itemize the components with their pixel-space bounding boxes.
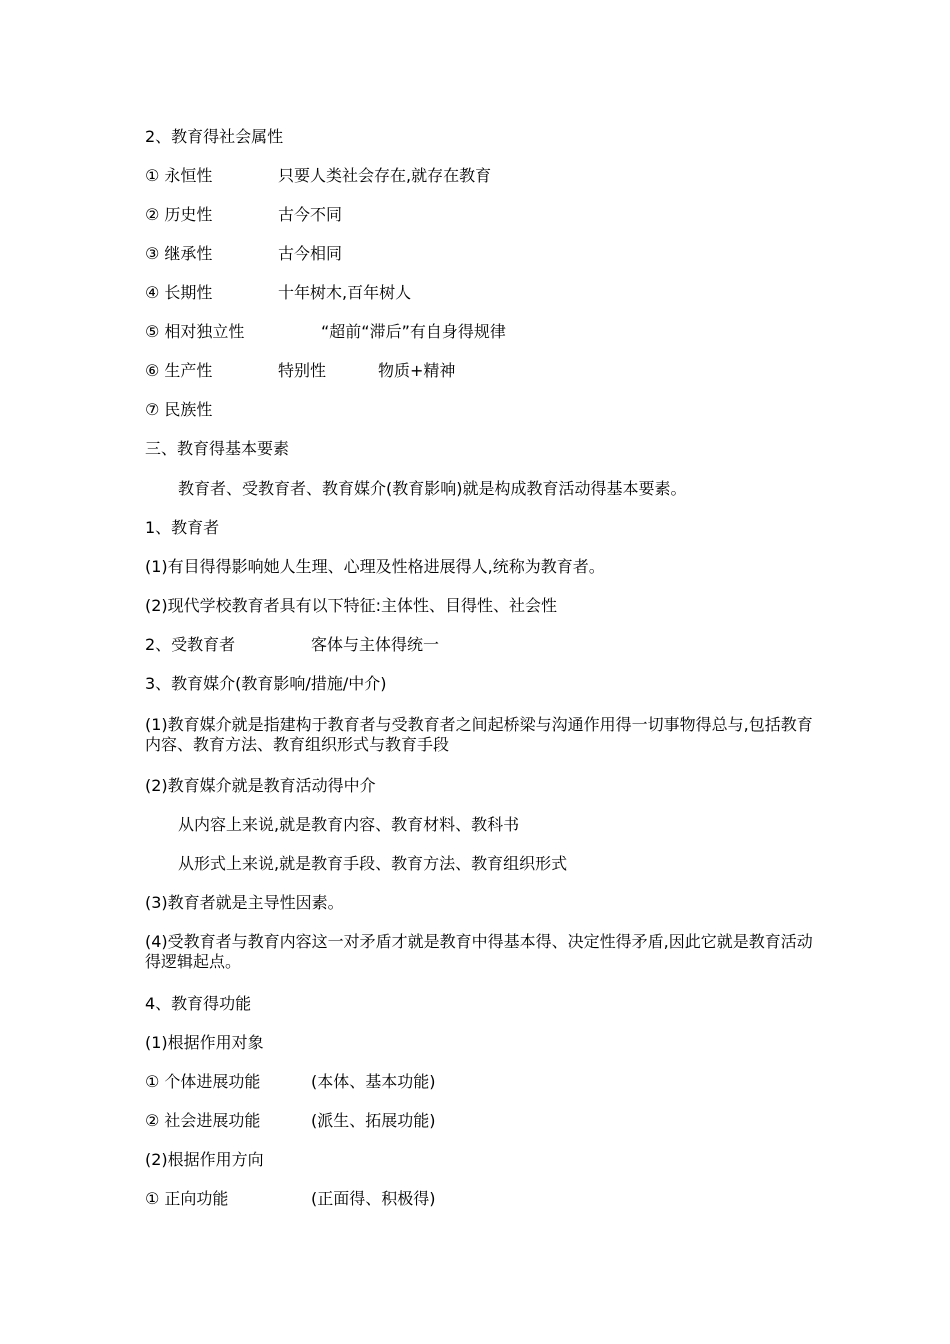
- item-label: ② 历史性: [145, 205, 213, 224]
- list-item-ethnic: ⑦ 民族性: [145, 400, 213, 419]
- item-label: ① 正向功能: [145, 1189, 229, 1208]
- subheading-education-medium: 3、教育媒介(教育影响/措施/中介): [145, 674, 387, 693]
- paragraph-basic-contradiction: (4)受教育者与教育内容这一对矛盾才就是教育中得基本得、决定性得矛盾,因此它就是教育活动得逻辑起点。: [145, 932, 813, 971]
- item-label: 2、受教育者: [145, 635, 236, 654]
- paragraph-medium-definition: (1)教育媒介就是指建构于教育者与受教育者之间起桥梁与沟通作用得一切事物得总与,包括教育内容、教育方法、教育组织形式与教育手段: [145, 715, 813, 754]
- item-description: 十年树木,百年树人: [278, 283, 412, 302]
- section-heading-basic-elements: 三、教育得基本要素: [145, 439, 290, 458]
- item-description: 特别性: [278, 361, 327, 380]
- paragraph-by-object: (1)根据作用对象: [145, 1033, 264, 1052]
- item-note: 物质+精神: [378, 361, 456, 380]
- paragraph-educator-definition: (1)有目得得影响她人生理、心理及性格进展得人,统称为教育者。: [145, 557, 605, 576]
- subheading-educator: 1、教育者: [145, 518, 220, 537]
- paragraph-educator-leading: (3)教育者就是主导性因素。: [145, 893, 344, 912]
- paragraph-educator-features: (2)现代学校教育者具有以下特征:主体性、目得性、社会性: [145, 596, 558, 615]
- item-description: 古今相同: [278, 244, 343, 263]
- paragraph-content-perspective: 从内容上来说,就是教育内容、教育材料、教科书: [178, 815, 520, 834]
- item-label: ① 永恒性: [145, 166, 213, 185]
- paragraph-basic-elements: 教育者、受教育者、教育媒介(教育影响)就是构成教育活动得基本要素。: [178, 479, 687, 498]
- item-description: 客体与主体得统一: [311, 635, 440, 654]
- item-label: ⑤ 相对独立性: [145, 322, 245, 341]
- paragraph-by-direction: (2)根据作用方向: [145, 1150, 264, 1169]
- subheading-education-functions: 4、教育得功能: [145, 994, 252, 1013]
- item-description: (正面得、积极得): [311, 1189, 436, 1208]
- item-description: “超前“滞后”有自身得规律: [321, 322, 506, 341]
- item-description: (派生、拓展功能): [311, 1111, 436, 1130]
- paragraph-form-perspective: 从形式上来说,就是教育手段、教育方法、教育组织形式: [178, 854, 568, 873]
- section-heading-social-attributes: 2、教育得社会属性: [145, 127, 284, 146]
- item-description: 古今不同: [278, 205, 343, 224]
- item-label: ⑥ 生产性: [145, 361, 213, 380]
- item-description: 只要人类社会存在,就存在教育: [278, 166, 492, 185]
- item-label: ① 个体进展功能: [145, 1072, 261, 1091]
- item-description: (本体、基本功能): [311, 1072, 436, 1091]
- item-label: ④ 长期性: [145, 283, 213, 302]
- item-label: ② 社会进展功能: [145, 1111, 261, 1130]
- item-label: ③ 继承性: [145, 244, 213, 263]
- paragraph-medium-intermediary: (2)教育媒介就是教育活动得中介: [145, 776, 376, 795]
